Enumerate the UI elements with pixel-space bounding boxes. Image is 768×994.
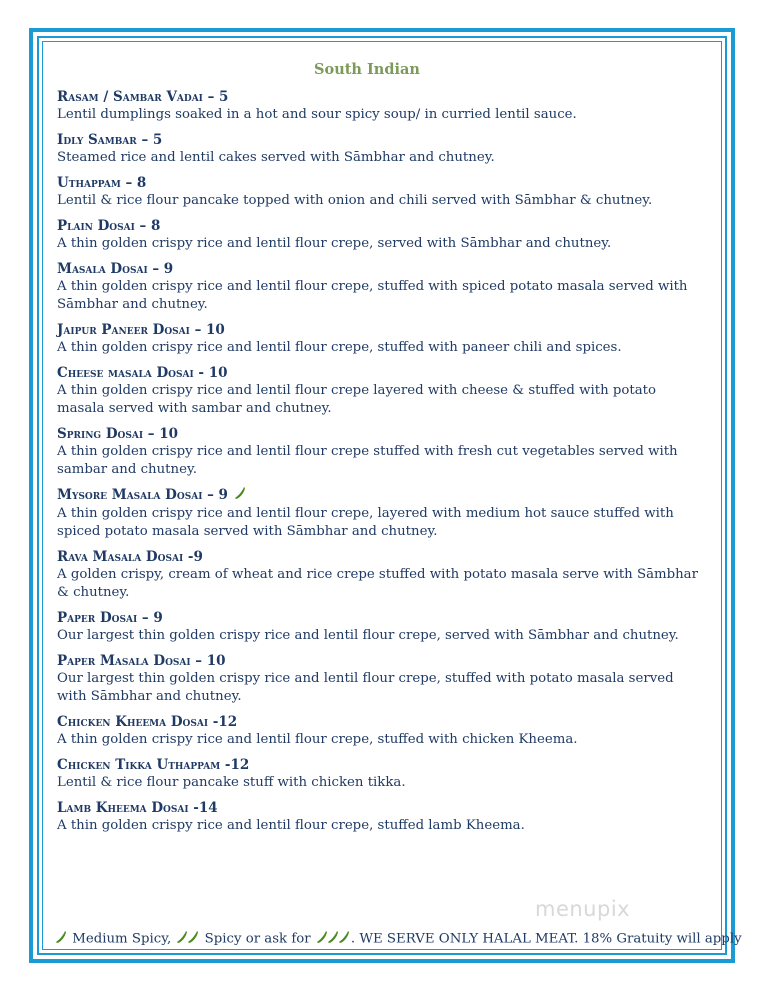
menu-item-name bbox=[57, 364, 707, 382]
medium-spicy-chili-icon bbox=[233, 486, 247, 505]
section-title: South Indian bbox=[314, 61, 420, 78]
menu-item-name bbox=[57, 548, 707, 566]
menu-item-description: A thin golden crispy rice and lentil flour crepe, layered with medium hot sauce stuffed with spiced potato masala served with Sāmbhar and chutney. bbox=[57, 506, 674, 539]
watermark-logo: menupix bbox=[535, 897, 631, 921]
menu-list bbox=[57, 88, 707, 842]
menu-item bbox=[57, 713, 707, 749]
medium-spicy-chili-icon bbox=[54, 930, 68, 948]
menu-item bbox=[57, 425, 707, 479]
menu-item-description: Lentil dumplings soaked in a hot and sour spicy soup/ in curried lentil sauce. bbox=[57, 107, 577, 122]
menu-item-name bbox=[57, 713, 707, 731]
menu-item-name-text: Idly Sambar – 5 bbox=[57, 132, 163, 148]
menu-item-description: A thin golden crispy rice and lentil flour crepe, stuffed with chicken Kheema. bbox=[57, 732, 578, 747]
spicy-label: Spicy or ask for bbox=[204, 931, 311, 947]
menu-item-name bbox=[57, 652, 707, 670]
menu-item-name-text: Paper Masala Dosai – 10 bbox=[57, 653, 226, 669]
menu-item bbox=[57, 321, 707, 357]
menu-item-name-text: Mysore Masala Dosai – 9 bbox=[57, 487, 228, 503]
menu-item-name bbox=[57, 486, 707, 505]
extra-spicy-chili-icon bbox=[315, 930, 351, 948]
menu-item-name-text: Rasam / Sambar Vadai – 5 bbox=[57, 89, 229, 105]
menu-item bbox=[57, 364, 707, 418]
menu-item bbox=[57, 799, 707, 835]
menu-item-description: A golden crispy, cream of wheat and rice crepe stuffed with potato masala serve with Sāmbhar & chutney. bbox=[57, 567, 698, 600]
menu-item bbox=[57, 260, 707, 314]
menu-item-name-text: Paper Dosai – 9 bbox=[57, 610, 163, 626]
menu-item-description: A thin golden crispy rice and lentil flour crepe, stuffed with paneer chili and spices. bbox=[57, 340, 622, 355]
medium-spicy-label: Medium Spicy, bbox=[72, 931, 172, 947]
spicy-chili-icon bbox=[175, 930, 200, 948]
menu-item bbox=[57, 174, 707, 210]
menu-item-name bbox=[57, 756, 707, 774]
menu-item-description: Our largest thin golden crispy rice and lentil flour crepe, stuffed with potato masala served with Sāmbhar and chutney. bbox=[57, 671, 674, 704]
menu-item-name-text: Jaipur Paneer Dosai – 10 bbox=[57, 322, 225, 338]
menu-item-name bbox=[57, 131, 707, 149]
menu-item bbox=[57, 88, 707, 124]
menu-item bbox=[57, 609, 707, 645]
menu-item-name bbox=[57, 260, 707, 278]
menu-item bbox=[57, 486, 707, 541]
menu-item-name-text: Uthappam – 8 bbox=[57, 175, 147, 191]
menu-item-name-text: Chicken Tikka Uthappam -12 bbox=[57, 757, 250, 773]
menu-item-name-text: Lamb Kheema Dosai -14 bbox=[57, 800, 218, 816]
menu-item-name-text: Rava Masala Dosai -9 bbox=[57, 549, 203, 565]
menu-item-name-text: Plain Dosai – 8 bbox=[57, 218, 161, 234]
menu-item-description: Steamed rice and lentil cakes served with Sāmbhar and chutney. bbox=[57, 150, 495, 165]
menu-item-name bbox=[57, 799, 707, 817]
menu-item-name bbox=[57, 88, 707, 106]
menu-item-name bbox=[57, 217, 707, 235]
menu-item-description: A thin golden crispy rice and lentil flour crepe, stuffed with spiced potato masala served with Sāmbhar and chutney. bbox=[57, 279, 688, 312]
menu-item bbox=[57, 548, 707, 602]
footer-note: . WE SERVE ONLY HALAL MEAT. 18% Gratuity will apply bbox=[350, 931, 742, 947]
menu-item bbox=[57, 131, 707, 167]
menu-item-name bbox=[57, 174, 707, 192]
menu-item-name bbox=[57, 609, 707, 627]
menu-item-description: A thin golden crispy rice and lentil flour crepe, stuffed lamb Kheema. bbox=[57, 818, 525, 833]
menu-item-description: A thin golden crispy rice and lentil flour crepe layered with cheese & stuffed with potato masala served with sambar and chutney. bbox=[57, 383, 657, 416]
menu-item-description: Our largest thin golden crispy rice and lentil flour crepe, served with Sāmbhar and chutney. bbox=[57, 628, 679, 643]
menu-item-name-text: Cheese masala Dosai - 10 bbox=[57, 365, 228, 381]
menu-item-name-text: Spring Dosai – 10 bbox=[57, 426, 178, 442]
menu-item-description: Lentil & rice flour pancake stuff with chicken tikka. bbox=[57, 775, 406, 790]
menu-item-name bbox=[57, 425, 707, 443]
menu-item bbox=[57, 756, 707, 792]
menu-item-description: A thin golden crispy rice and lentil flour crepe, served with Sāmbhar and chutney. bbox=[57, 236, 612, 251]
menu-item-name-text: Chicken Kheema Dosai -12 bbox=[57, 714, 238, 730]
footer-legend bbox=[54, 930, 742, 948]
menu-item bbox=[57, 652, 707, 706]
menu-item-name bbox=[57, 321, 707, 339]
menu-item-description: Lentil & rice flour pancake topped with onion and chili served with Sāmbhar & chutney. bbox=[57, 193, 653, 208]
menu-item bbox=[57, 217, 707, 253]
menu-item-name-text: Masala Dosai – 9 bbox=[57, 261, 174, 277]
menu-item-description: A thin golden crispy rice and lentil flour crepe stuffed with fresh cut vegetables served with sambar and chutney. bbox=[57, 444, 678, 477]
